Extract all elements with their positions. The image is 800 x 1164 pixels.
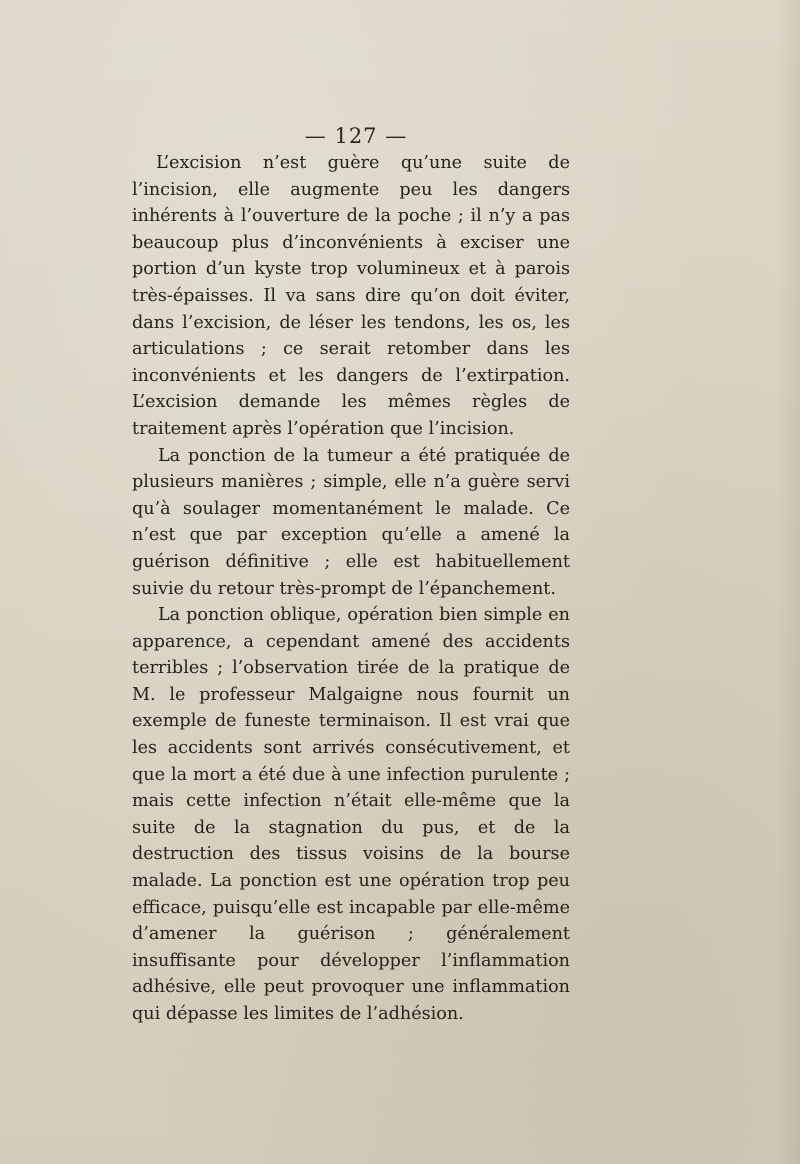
paragraph-ponction-oblique: La ponction oblique, opération bien simple en apparence, a cependant amené des accidents terribles ; l’observation tirée de la pratique de M. le professeur Malgaigne nous fournit un exemple de funeste terminaison. Il est vrai que les accidents sont arrivés consécutivement, et que la mort a été due à une infection purulente ; mais cette infection n’était elle-même que la suite de la stagnation du pus, et de la destruction des tissus voisins de la bourse malade. La ponction est une opération trop peu efficace, puisqu’elle est incapable par elle-même d’amener la guérison ; généralement insuffisante pour développer l’inflammation adhésive, elle peut provoquer une inflammation qui dépasse les limites de l’adhésion. — [132, 605, 570, 1024]
body-text — [132, 150, 570, 1028]
paragraph-excision: L’excision n’est guère qu’une suite de l’incision, elle augmente peu les dangers inhérents à l’ouverture de la poche ; il n’y a pas beaucoup plus d’inconvénients à exciser une portion d’un kyste trop volumineux et à parois très-épaisses. Il va sans dire qu’on doit éviter, dans l’excision, de léser les tendons, les os, les articulations ; ce serait retomber dans les inconvénients et les dangers de l’extirpation. L’excision demande les mêmes règles de traitement après l’opération que l’incision. — [132, 153, 570, 439]
page-number: — 127 — — [304, 124, 408, 148]
page-edge-shadow — [776, 0, 800, 1164]
paragraph-ponction-simple: La ponction de la tumeur a été pratiquée de plusieurs manières ; simple, elle n’a guère servi qu’à soulager momentanément le malade. Ce n’est que par exception qu’elle a amené la guérison définitive ; elle est habituellement suivie du retour très-prompt de l’épanchement. — [132, 445, 570, 599]
